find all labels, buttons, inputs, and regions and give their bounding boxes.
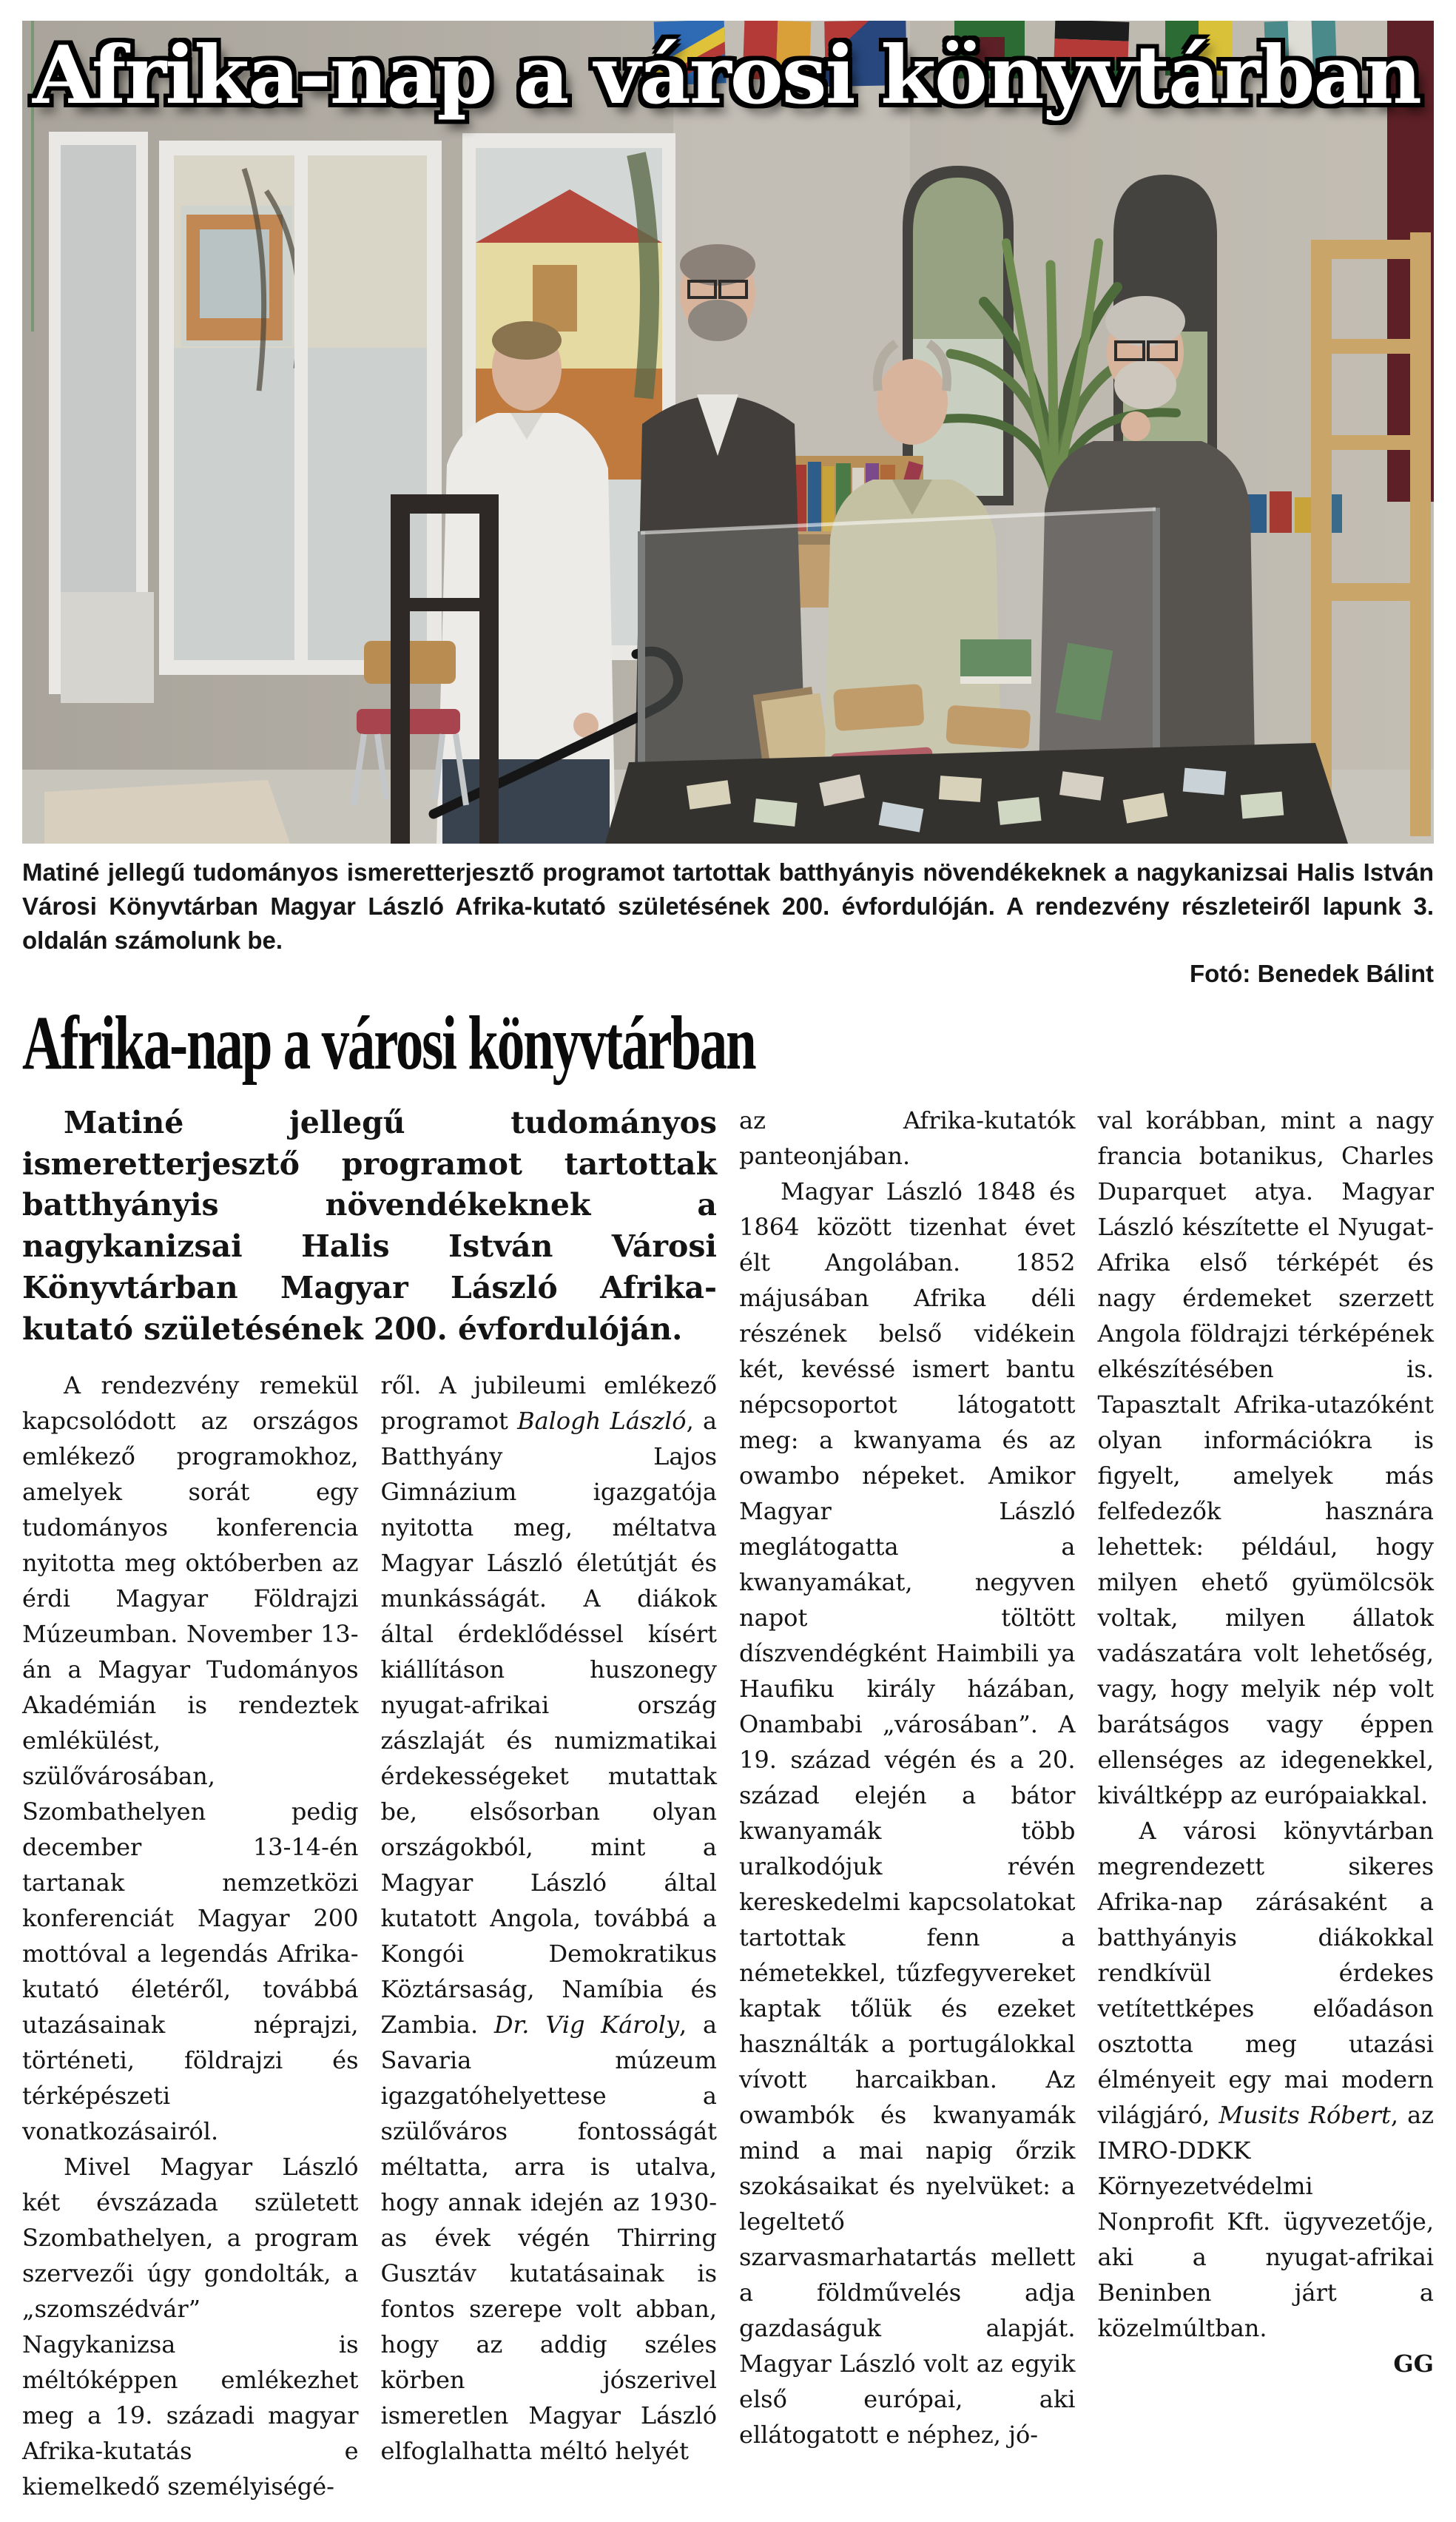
text-run: , a Batthyány Lajos Gimnázium igazgatója nyitotta meg, méltatva Magyar László életútját és munkásságát. A diákok által érdeklődéssel kísért kiállításon huszonegy nyugat-afrikai ország zászlaját és numizmatikai érdekességeket mutattak be, elsősorban olyan országokból, mint a Magyar László által kutatott Angola, továbbá a Kongói Demokratikus Köztársaság, Namíbia és Zambia.	[380, 1407, 718, 2040]
paragraph	[381, 1368, 718, 2469]
paragraph	[1098, 1813, 1435, 2346]
italic-name-run: Musits Róbert	[1219, 2100, 1391, 2129]
paragraph	[739, 1174, 1076, 2452]
text-run: ről. A jubileumi emlékező programot	[380, 1371, 717, 1436]
text-run: Matiné jellegű tudományos ismeretterjesztő programot tartottak batthyányis növendékeknek a nagykanizsai Halis István Városi Könyvtárban Magyar László Afrika-kutató születésének 200. évfordulóján.	[22, 1104, 717, 1347]
text-run: A rendezvény remekül kapcsolódott az országos emlékező programokhoz, amelyek sorát egy tudományos konferencia nyitotta meg októberben az érdi Magyar Földrajzi Múzeumban. November 13-án a Magyar Tudományos Akadémián is rendeztek emlékülést, szülővárosában, Szombathelyen pedig december 13-14-én tartanak nemzetközi konferenciát Magyar 200 mottóval a legendás Afrika-kutató életéről, továbbá utazásainak néprajzi, történeti, földrajzi és térképészeti vonatkozásairól.	[22, 1371, 359, 2146]
photo-arched-window-1	[903, 166, 1014, 505]
photo-overlay-title: Afrika-nap a városi könyvtárban	[33, 29, 1420, 122]
paragraph	[22, 1103, 717, 1351]
photo-radiator	[61, 592, 154, 703]
italic-name-run: Balogh László	[517, 1407, 687, 1436]
article-lead	[22, 1103, 717, 1351]
article-column-3	[739, 1103, 1076, 2505]
text-run: GG	[1393, 2349, 1434, 2378]
text-run: val korábban, mint a nagy francia botanikus, Charles Duparquet atya. Magyar László készítette el Nyugat-Afrika első térképét és nagy érdemeket szerzett Angola földrajzi térképének elkészítésében is. Tapasztalt Afrika-utazóként olyan információkra is figyelt, amelyek más felfedezők hasznára lehettek: például, hogy milyen ehető gyümölcsök voltak, milyen állatok vadászatára volt lehetőség, vagy, hogy melyik nép volt barátságos vagy éppen ellenséges az idegenekkel, kiváltképp az európaiakkal.	[1097, 1106, 1434, 1809]
newspaper-page	[22, 0, 1434, 2522]
paragraph	[1098, 2346, 1435, 2381]
italic-name-run: Dr. Vig Károly	[493, 2011, 680, 2040]
article-body	[22, 1103, 1434, 2522]
article-column-2	[381, 1368, 718, 2504]
text-run: , az IMRO-DDKK Környezetvédelmi Nonprofit Kft. ügyvezetője, aki a nyugat-afrikai Beninben járt a közelmúltban.	[1097, 2100, 1435, 2342]
lead-photo	[22, 21, 1434, 844]
text-run: , a Savaria múzeum igazgatóhelyettese a szülőváros fontosságát méltatta, arra is utalva, hogy annak idején az 1930-as évek végén Thirring Gusztáv kutatásainak is fontos szerepe volt abban, hogy az addig széles körben jószerivel ismeretlen Magyar László elfoglalhatta méltó helyét	[380, 2011, 718, 2466]
photo-scene	[22, 21, 1434, 844]
photo-caption: Matiné jellegű tudományos ismeretterjesztő programot tartottak batthyányis növendékeknek a nagykanizsai Halis István Városi Könyvtárban Magyar László Afrika-kutató születésének 200. évfordulóján. A rendezvény részleteiről lapunk 3. oldalán számolunk be.	[22, 858, 1434, 955]
paragraph	[22, 1368, 359, 2149]
article-column-4	[1098, 1103, 1435, 2505]
text-run: az Afrika-kutatók panteonjában.	[739, 1106, 1076, 1170]
article-headline: Afrika-nap a városi könyvtárban	[22, 1000, 755, 1086]
photo-credit: Fotó: Benedek Bálint	[1189, 959, 1434, 987]
paragraph	[22, 2149, 359, 2504]
text-run: Mivel Magyar László két évszázada született Szombathelyen, a program szervezői úgy gondolták, a „szomszédvár” Nagykanizsa is méltóképpen emlékezhet meg a 19. századi magyar Afrika-kutatás e kiemelkedő személyiségé-	[22, 2153, 359, 2501]
paragraph	[739, 1103, 1076, 1174]
article-column-1	[22, 1368, 359, 2504]
paragraph	[1098, 1103, 1435, 1813]
text-run: A városi könyvtárban megrendezett sikeres Afrika-nap zárásaként a batthyányis diákokkal rendkívül érdekes vetítettképes előadáson osztotta meg utazási élményeit egy mai modern világjáró,	[1097, 1816, 1434, 2129]
text-run: Magyar László 1848 és 1864 között tizenhat évet élt Angolában. 1852 májusában Afrika déli részének belső vidékein két, kevéssé ismert bantu népcsoportot látogatott meg: a kwanyama és az owambo népeket. Amikor Magyar László meglátogatta a kwanyamákat, negyven napot töltött díszvendégként Haimbili ya Haufiku király házában, Onambabi „városában”. A 19. század végén és a 20. század elején a bátor kwanyamák több uralkodójuk révén kereskedelmi kapcsolatokat tartottak fenn a németekkel, tűzfegyvereket kaptak tőlük és ezeket használták a portugálokkal vívott harcaikban. Az owambók és kwanyamák mind a mai napig őrzik szokásaikat és nyelvüket: a legeltető szarvasmarhatartás mellett a földművelés adja gazdaságuk alapját. Magyar László volt az egyik első európai, aki ellátogatott e néphez, jó-	[739, 1177, 1076, 2449]
